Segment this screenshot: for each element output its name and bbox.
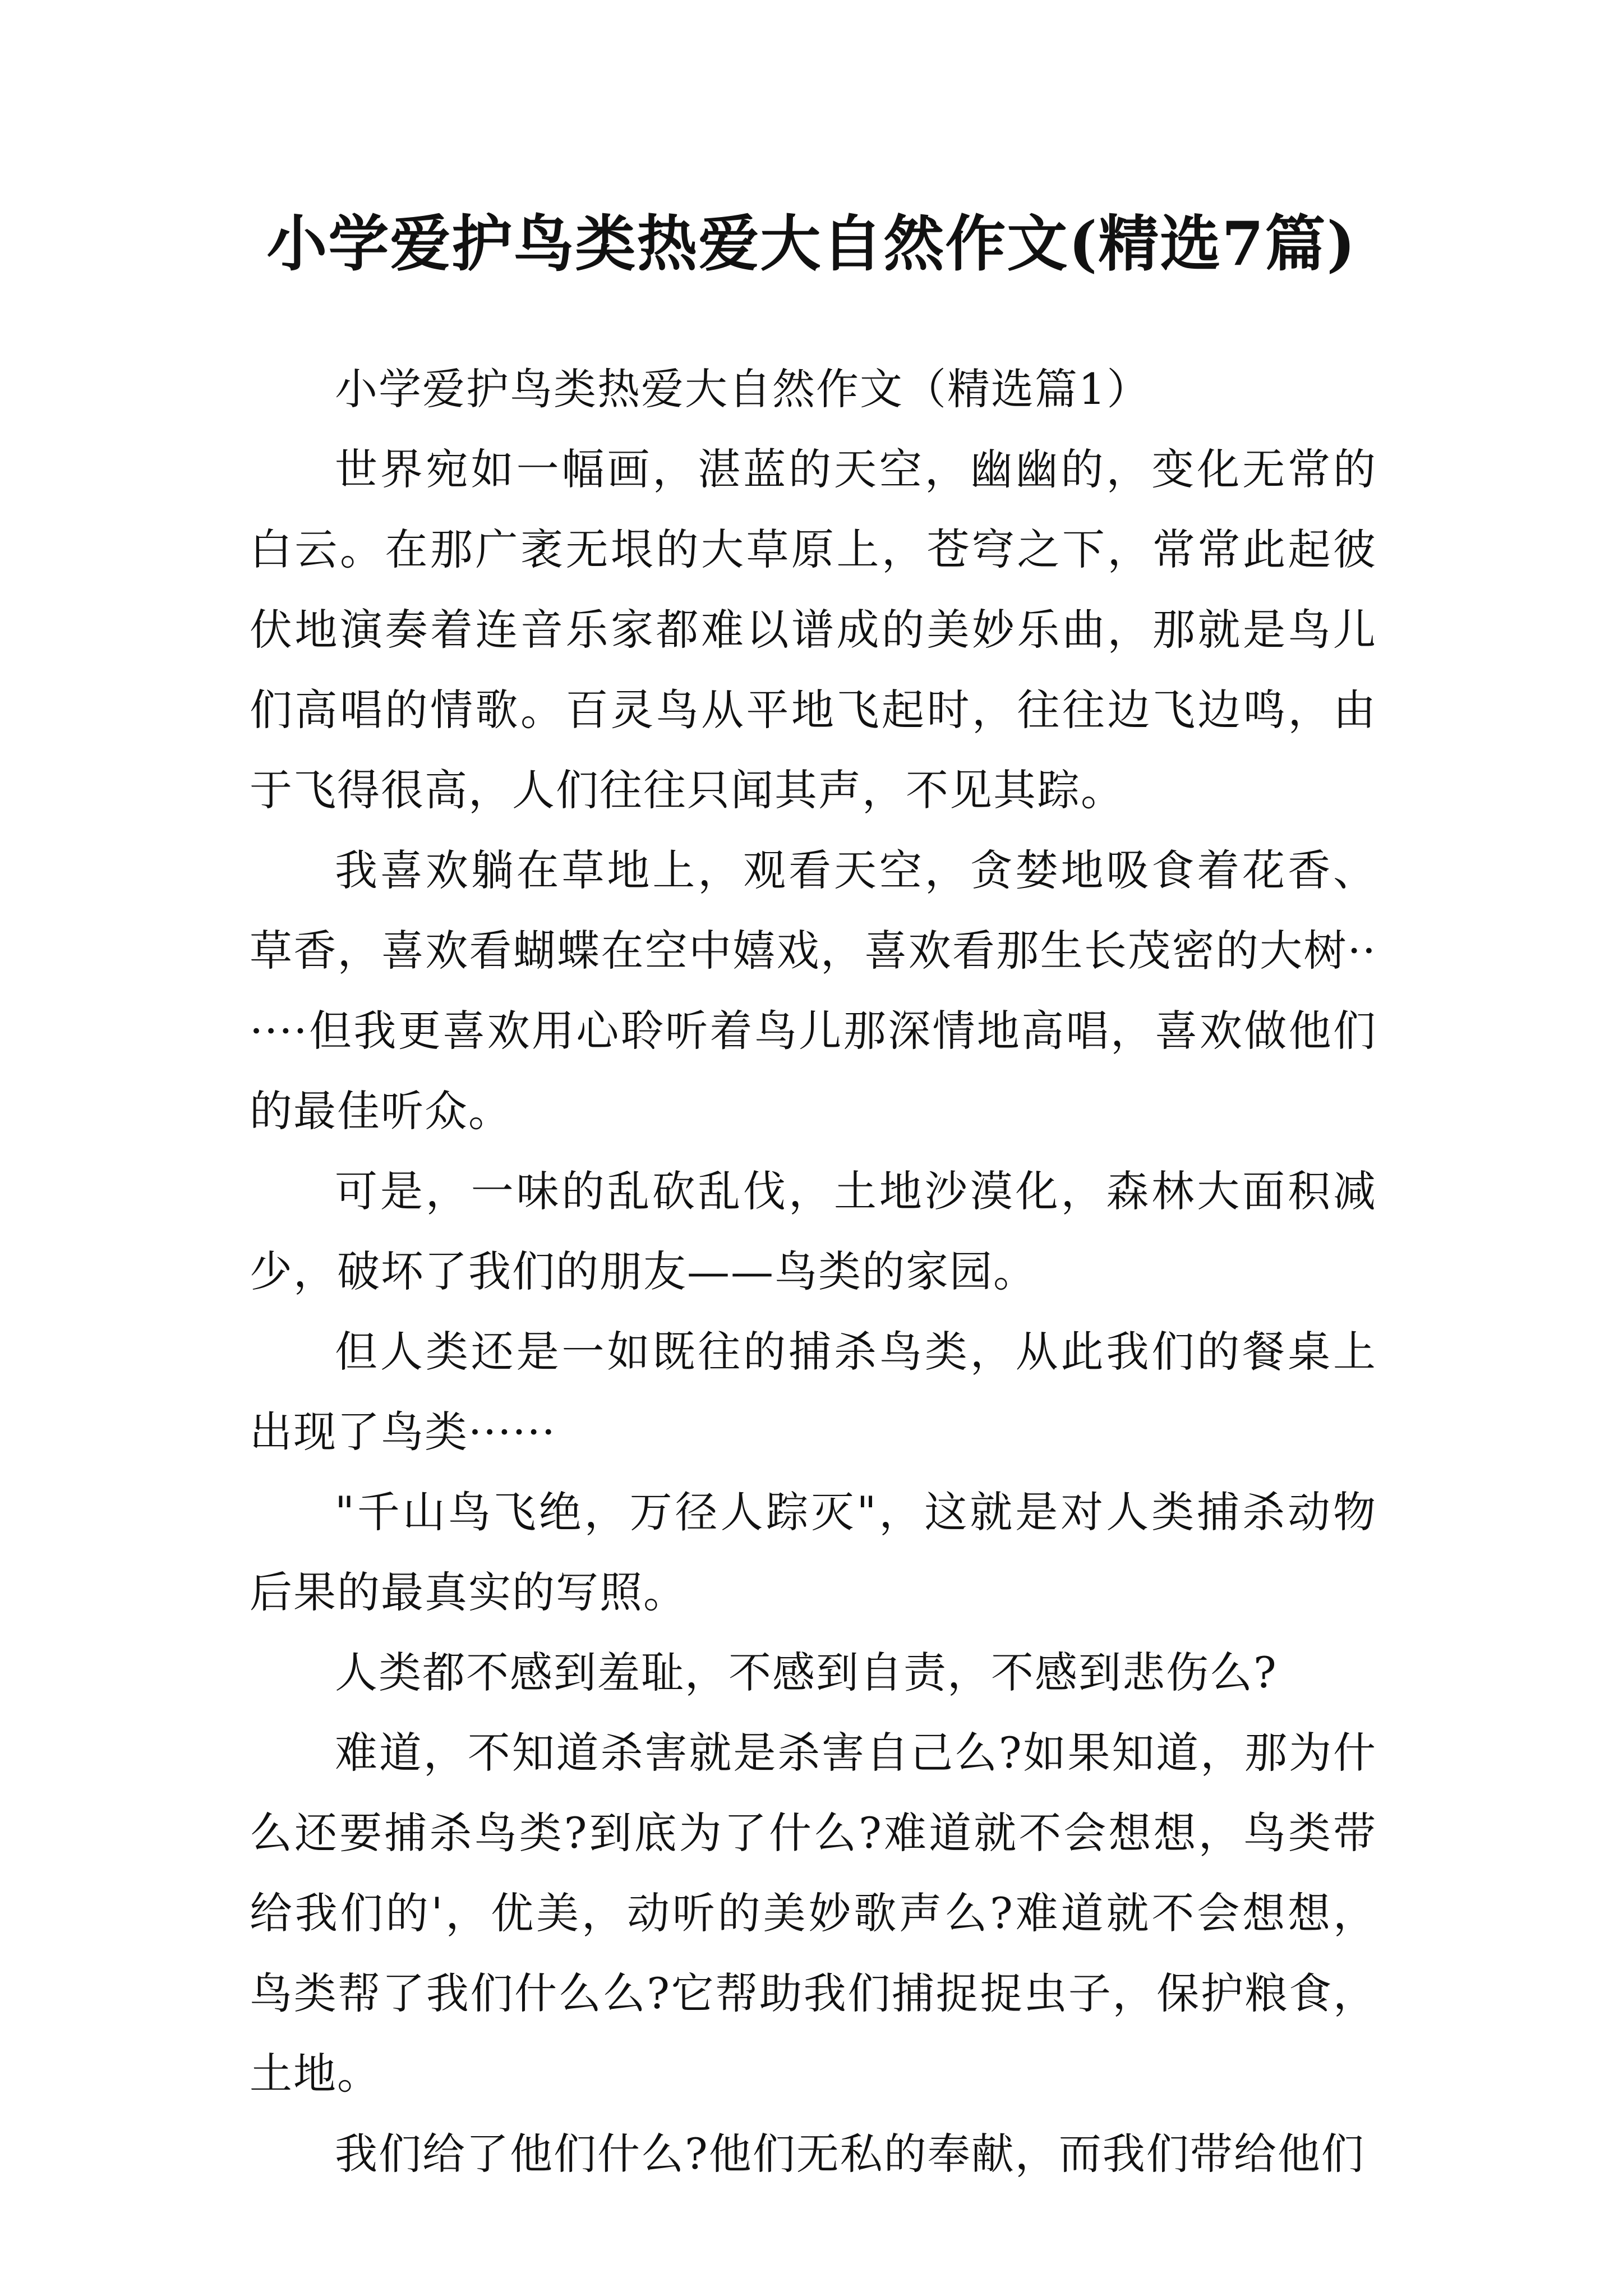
document-title: 小学爱护鸟类热爱大自然作文(精选7篇) <box>266 209 1357 279</box>
paragraph: "千山鸟飞绝，万径人踪灭"，这就是对人类捕杀动物后果的最真实的写照。 <box>250 1487 1377 1617</box>
section-heading: 小学爱护鸟类热爱大自然作文（精选篇1） <box>335 364 1151 414</box>
paragraph: 人类都不感到羞耻，不感到自责，不感到悲伤么? <box>335 1648 1278 1697</box>
paragraph: 我喜欢躺在草地上，观看天空，贪婪地吸食着花香、草香，喜欢看蝴蝶在空中嬉戏，喜欢看那生长茂密的大树······但我更喜欢用心聆听着鸟儿那深情地高唱，喜欢做他们的最佳听众。 <box>250 845 1377 1136</box>
paragraph: 我们给了他们什么?他们无私的奉献，而我们带给他们 <box>335 2129 1365 2179</box>
paragraph: 世界宛如一幅画，湛蓝的天空，幽幽的，变化无常的白云。在那广袤无垠的大草原上，苍穹之下，常常此起彼伏地演奏着连音乐家都难以谱成的美妙乐曲，那就是鸟儿们高唱的情歌。百灵鸟从平地飞起时，往往边飞边鸣，由于飞得很高，人们往往只闻其声，不见其踪。 <box>250 444 1377 815</box>
paragraph: 但人类还是一如既往的捕杀鸟类，从此我们的餐桌上出现了鸟类······ <box>250 1327 1377 1457</box>
paragraph: 可是，一味的乱砍乱伐，土地沙漠化，森林大面积减少，破坏了我们的朋友——鸟类的家园。 <box>250 1166 1377 1296</box>
document-body <box>250 349 1377 2194</box>
paragraph: 难道，不知道杀害就是杀害自己么?如果知道，那为什么还要捕杀鸟类?到底为了什么?难道就不会想想，鸟类带给我们的'，优美，动听的美妙歌声么?难道就不会想想，鸟类帮了我们什么么?它帮助我们捕捉捉虫子，保护粮食，土地。 <box>250 1728 1377 2099</box>
